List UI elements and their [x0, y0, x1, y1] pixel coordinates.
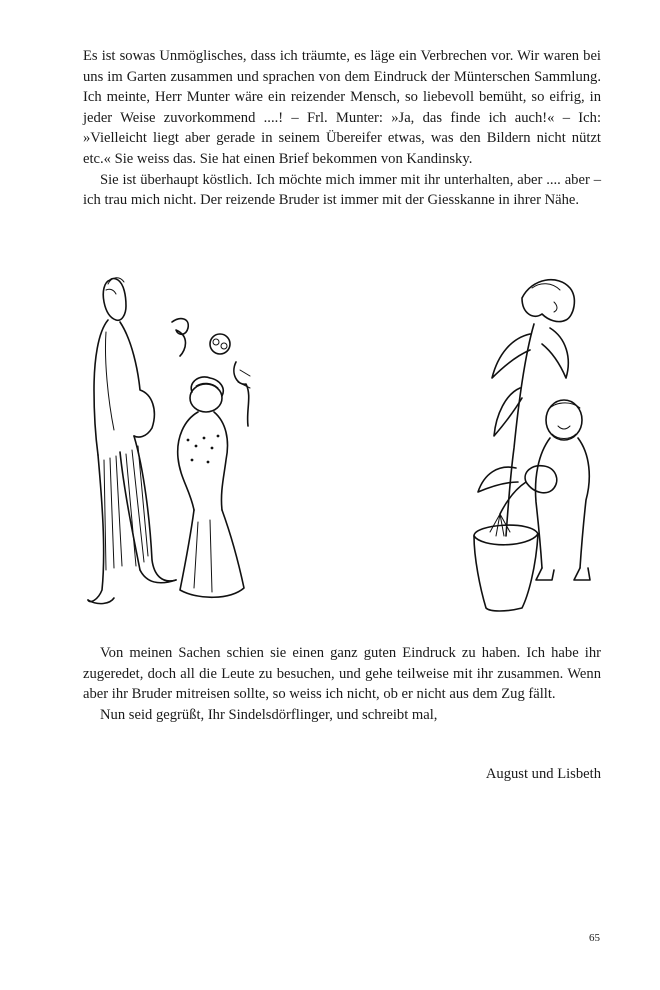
letter-text-bottom [83, 643, 601, 725]
flower-motif-3 [234, 362, 249, 426]
page-number: 65 [589, 932, 600, 944]
flower-motif-1 [172, 319, 188, 356]
man-head [103, 279, 126, 321]
paragraph-munter: Sie ist überhaupt köstlich. Ich möchte mich immer mit ihr unterhalten, aber .... aber – ich trau mich nicht. Der reizende Bruder ist immer mit der Giesskanne in ihrer Nähe. [83, 171, 601, 209]
sketch-brother-watering-can [462, 268, 602, 616]
watering-can [525, 466, 557, 493]
woman-body [178, 412, 198, 510]
paragraph-greeting: Nun seid gegrüßt, Ihr Sindelsdörflinger, und schreibt mal, [100, 706, 438, 723]
flower-motif-2 [210, 334, 230, 354]
woman-head [190, 384, 222, 412]
signature: August und Lisbeth [485, 766, 601, 782]
flower-pot [474, 525, 538, 611]
sketch-man-and-woman [80, 270, 260, 620]
flower-face [522, 280, 574, 322]
man-legs [88, 455, 104, 602]
letter-text-top [83, 46, 601, 211]
brother-body [536, 438, 550, 568]
paragraph-impression: Von meinen Sachen schien sie einen ganz guten Eindruck zu haben. Ich habe ihr zugeredet, doch all die Leute zu besuchen, und gehe teilweise mit ihr zusammen. Wenn aber ihr Bruder mitreisen sollte, so weiss ich nicht, ob er nicht aus dem Zug fällt. [83, 645, 601, 703]
paragraph-dream: Es ist sowas Unmöglisches, dass ich träumte, es läge ein Verbrechen vor. Wir waren bei uns im Garten zusammen und sprachen von dem Eindruck der Münterschen Sammlung. Ich meinte, Herr Munter wäre ein reizender Mensch, so liebevoll bemüht, so eifrig, in jeder Weise zuvorkommend ....! – Frl. Munter: »Ja, das finde ich auch!« – Ich: »Vielleicht liegt aber gerade in seinem Übereifer etwas, was den Bildern nicht nützt etc.« Sie weiss das. Sie hat einen Brief bekommen von Kandinsky. [83, 48, 601, 167]
